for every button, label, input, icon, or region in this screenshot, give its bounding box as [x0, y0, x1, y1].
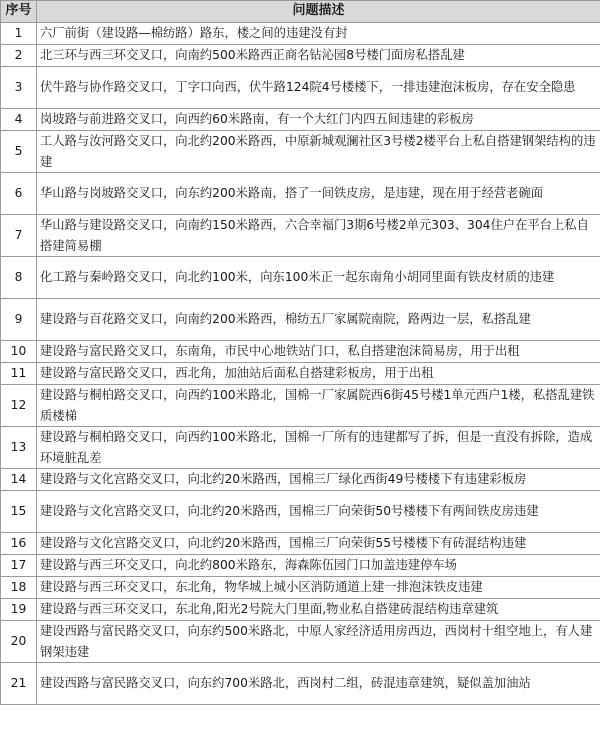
row-description: 华山路与建设路交叉口，向南约150米路西，六合幸福门3期6号楼2单元303、304住户在平台上私自搭建简易棚: [37, 215, 600, 257]
row-number: 20: [1, 621, 37, 663]
row-description: 建设路与文化宫路交叉口，向北约20米路西，国棉三厂绿化西街49号楼楼下有违建彩板房: [37, 469, 600, 491]
row-number: 4: [1, 109, 37, 131]
table-row: [1, 173, 600, 215]
row-description: 建设路与西三环交叉口，向北约800米路东，海森陈伍园门口加盖违建停车场: [37, 555, 600, 577]
row-description: 建设路与文化宫路交叉口，向北约20米路西，国棉三厂向荣街50号楼楼下有两间铁皮房违建: [37, 491, 600, 533]
header-issue-description: 问题描述: [37, 1, 600, 23]
table-row: [1, 363, 600, 385]
row-description: 华山路与岗坡路交叉口，向东约200米路南，搭了一间铁皮房，是违建，现在用于经营老碗面: [37, 173, 600, 215]
row-number: 19: [1, 599, 37, 621]
table-row: [1, 23, 600, 45]
table-row: [1, 533, 600, 555]
row-number: 8: [1, 257, 37, 299]
row-number: 7: [1, 215, 37, 257]
table-row: [1, 555, 600, 577]
table-row: [1, 67, 600, 109]
row-description: 化工路与秦岭路交叉口，向北约100米，向东100米正一起东南角小胡同里面有铁皮材质的违建: [37, 257, 600, 299]
table-row: [1, 385, 600, 427]
row-description: 工人路与汝河路交叉口，向北约200米路西，中原新城观澜社区3号楼2楼平台上私自搭建钢架结构的违建: [37, 131, 600, 173]
table-row: [1, 491, 600, 533]
row-number: 11: [1, 363, 37, 385]
row-number: 15: [1, 491, 37, 533]
row-description: 建设路与富民路交叉口，西北角，加油站后面私自搭建彩板房，用于出租: [37, 363, 600, 385]
table-row: [1, 599, 600, 621]
row-number: 5: [1, 131, 37, 173]
table-row: [1, 469, 600, 491]
row-number: 21: [1, 663, 37, 705]
row-number: 13: [1, 427, 37, 469]
table-row: [1, 109, 600, 131]
table-row: [1, 427, 600, 469]
row-description: 建设路与西三环交叉口，东北角,阳光2号院大门里面,物业私自搭建砖混结构违章建筑: [37, 599, 600, 621]
table-row: [1, 663, 600, 705]
row-description: 建设路与富民路交叉口，东南角，市民中心地铁站门口，私自搭建泡沫简易房，用于出租: [37, 341, 600, 363]
row-description: 建设路与文化宫路交叉口，向北约20米路西，国棉三厂向荣街55号楼楼下有砖混结构违建: [37, 533, 600, 555]
row-number: 14: [1, 469, 37, 491]
row-number: 17: [1, 555, 37, 577]
row-description: 伏牛路与协作路交叉口，丁字口向西，伏牛路124院4号楼楼下，一排违建泡沫板房，存在安全隐患: [37, 67, 600, 109]
row-description: 建设西路与富民路交叉口，向东约500米路北，中原人家经济适用房西边，西岗村十组空地上，有人建钢架违建: [37, 621, 600, 663]
table-row: [1, 299, 600, 341]
row-number: 10: [1, 341, 37, 363]
row-description: 建设路与桐柏路交叉口，向西约100米路北，国棉一厂所有的违建都写了拆，但是一直没有拆除，造成环境脏乱差: [37, 427, 600, 469]
row-description: 北三环与西三环交叉口，向南约500米路西正商名钻沁园8号楼门面房私搭乱建: [37, 45, 600, 67]
header-serial-number: 序号: [1, 1, 37, 23]
row-description: 建设路与西三环交叉口，东北角，物华城上城小区消防通道上建一排泡沫铁皮违建: [37, 577, 600, 599]
row-number: 9: [1, 299, 37, 341]
row-description: 岗坡路与前进路交叉口，向西约60米路南，有一个大红门内四五间违建的彩板房: [37, 109, 600, 131]
row-number: 18: [1, 577, 37, 599]
table-row: [1, 131, 600, 173]
row-description: 建设路与桐柏路交叉口，向西约100米路北，国棉一厂家属院西6街45号楼1单元西户1楼，私搭乱建铁质楼梯: [37, 385, 600, 427]
row-number: 2: [1, 45, 37, 67]
table-row: [1, 577, 600, 599]
table-row: [1, 45, 600, 67]
table-row: [1, 215, 600, 257]
row-number: 3: [1, 67, 37, 109]
table-row: [1, 257, 600, 299]
row-number: 12: [1, 385, 37, 427]
row-description: 六厂前街（建设路—棉纺路）路东，楼之间的违建没有封: [37, 23, 600, 45]
table-row: [1, 621, 600, 663]
row-number: 16: [1, 533, 37, 555]
table-header-row: [1, 1, 600, 23]
row-number: 1: [1, 23, 37, 45]
table-row: [1, 341, 600, 363]
row-description: 建设路与百花路交叉口，向南约200米路西，棉纺五厂家属院南院，路两边一层，私搭乱建: [37, 299, 600, 341]
row-number: 6: [1, 173, 37, 215]
row-description: 建设西路与富民路交叉口，向东约700米路北，西岗村二组，砖混违章建筑，疑似盖加油站: [37, 663, 600, 705]
